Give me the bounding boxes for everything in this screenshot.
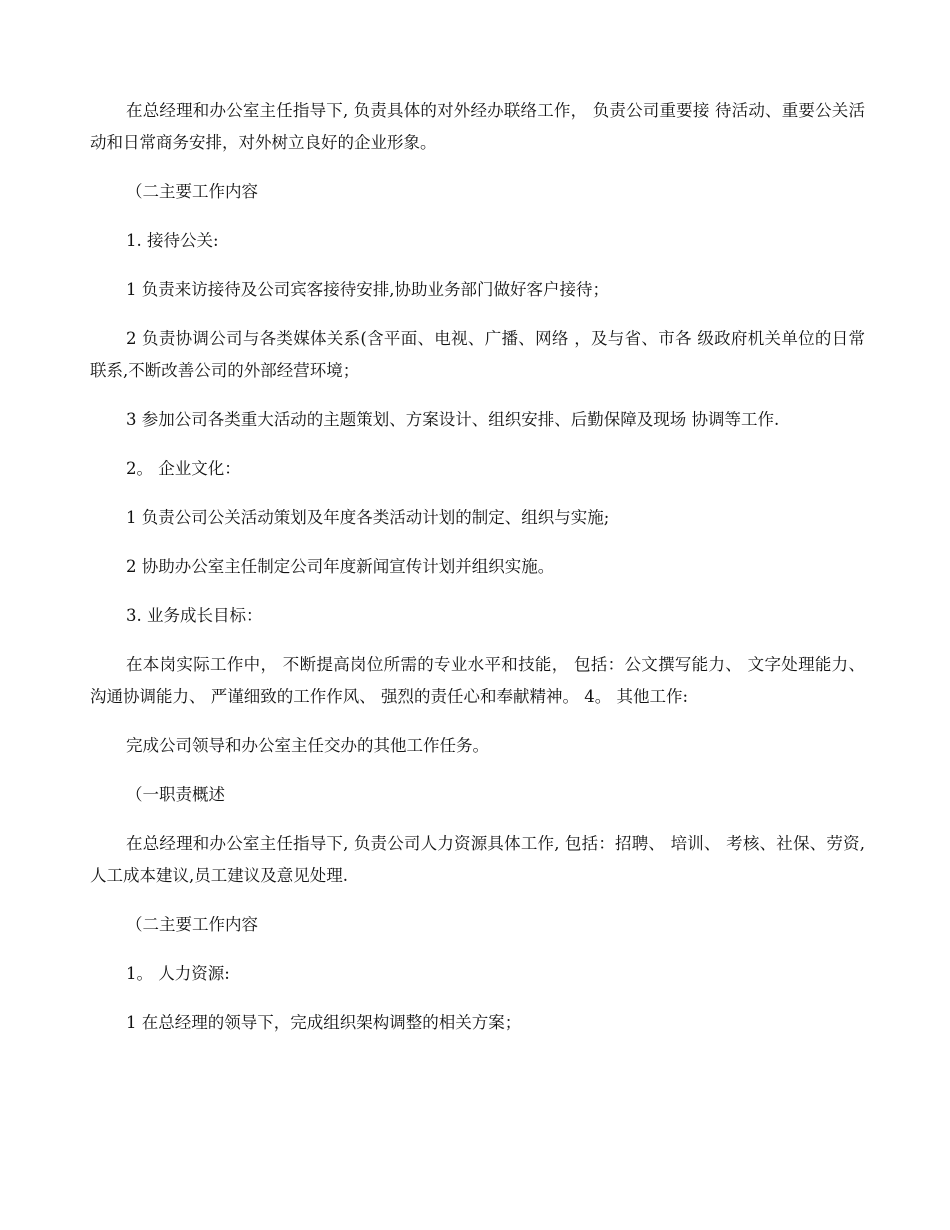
heading-main-work-content: （二主要工作内容 bbox=[126, 182, 258, 201]
paragraph-duty-summary-office: 在总经理和办公室主任指导下, 负责具体的对外经办联络工作， 负责公司重要接 待活动、重要公关活动和日常商务安排，对外树立良好的企业形象。 bbox=[90, 101, 865, 152]
list-item-media-relations: 2 负责协调公司与各类媒体关系(含平面、电视、广播、网络 ，及与省、市各 级政府机关单位的日常联系,不断改善公司的外部经营环境； bbox=[90, 329, 865, 380]
list-item-org-structure: 1 在总经理的领导下，完成组织架构调整的相关方案； bbox=[126, 1013, 522, 1032]
paragraph-skills: 在本岗实际工作中， 不断提高岗位所需的专业水平和技能， 包括：公文撰写能力、 文字处理能力、 沟通协调能力、 严谨细致的工作作风、 强烈的责任心和奉献精神。 4。 其他工作: bbox=[90, 655, 865, 706]
heading-human-resources: 1。 人力资源: bbox=[126, 964, 230, 983]
heading-duty-summary: （一职责概述 bbox=[126, 785, 225, 804]
heading-main-work-content-2: （二主要工作内容 bbox=[126, 915, 258, 934]
list-item-pr-planning: 1 负责公司公关活动策划及年度各类活动计划的制定、组织与实施; bbox=[126, 508, 610, 527]
document-body bbox=[90, 95, 865, 1056]
list-item-major-events: 3 参加公司各类重大活动的主题策划、方案设计、组织安排、后勤保障及现场 协调等工作. bbox=[126, 410, 780, 429]
paragraph-other-tasks: 完成公司领导和办公室主任交办的其他工作任务。 bbox=[126, 736, 489, 755]
heading-reception-pr: 1. 接待公关: bbox=[126, 231, 219, 250]
heading-corporate-culture: 2。 企业文化： bbox=[126, 459, 241, 478]
list-item-reception: 1 负责来访接待及公司宾客接待安排,协助业务部门做好客户接待； bbox=[126, 280, 609, 299]
paragraph-duty-summary-hr: 在总经理和办公室主任指导下, 负责公司人力资源具体工作, 包括：招聘、 培训、 考核、社保、劳资,人工成本建议,员工建议及意见处理. bbox=[90, 834, 865, 885]
list-item-news-plan: 2 协助办公室主任制定公司年度新闻宣传计划并组织实施。 bbox=[126, 557, 555, 576]
heading-growth-goals: 3. 业务成长目标： bbox=[126, 606, 263, 625]
